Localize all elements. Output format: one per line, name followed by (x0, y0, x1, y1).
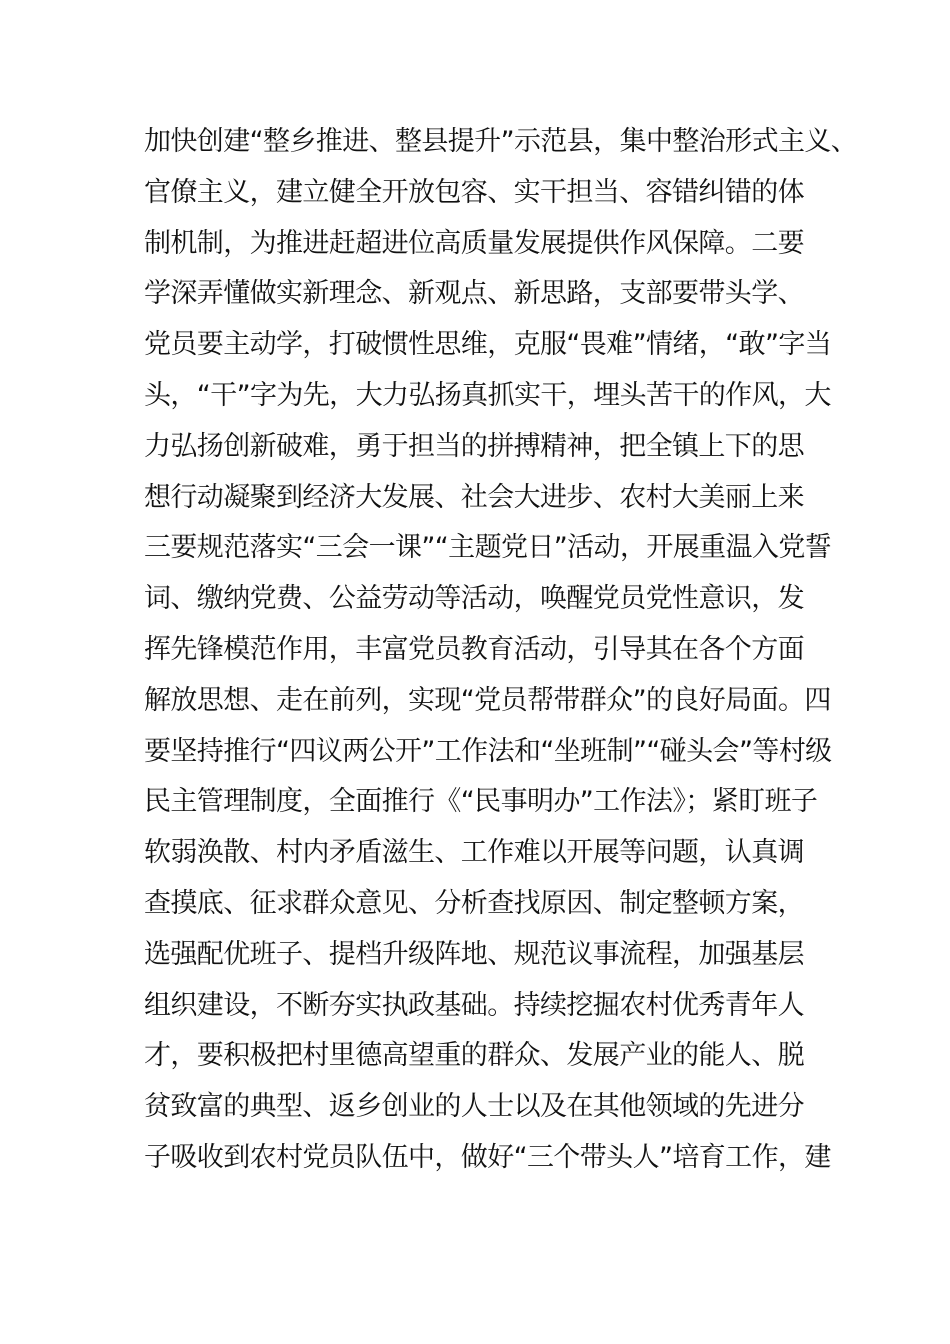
text-line: 民主管理制度，全面推行《“民事明办”工作法》；紧盯班子 (144, 786, 818, 818)
text-line: 子吸收到农村党员队伍中，做好“三个带头人”培育工作，建 (144, 1141, 831, 1173)
text-line: 三要规范落实“三会一课”“主题党日”活动，开展重温入党誓 (144, 532, 832, 564)
text-line: 力弘扬创新破难，勇于担当的拼搏精神，把全镇上下的思 (144, 430, 804, 462)
text-line: 查摸底、征求群众意见、分析查找原因、制定整顿方案， (144, 887, 804, 919)
text-line: 组织建设，不断夯实执政基础。持续挖掘农村优秀青年人 (144, 989, 804, 1021)
text-line: 想行动凝聚到经济大发展、社会大进步、农村大美丽上来 (144, 481, 804, 513)
body-paragraph (144, 117, 858, 1184)
text-line: 学深弄懂做实新理念、新观点、新思路，支部要带头学、 (144, 278, 804, 310)
text-line: 软弱涣散、村内矛盾滋生、工作难以开展等问题，认真调 (144, 837, 804, 869)
text-line: 要坚持推行“四议两公开”工作法和“坐班制”“碰头会”等村级 (144, 735, 832, 767)
text-line: 解放思想、走在前列，实现“党员帮带群众”的良好局面。四 (144, 684, 831, 716)
text-line: 头，“干”字为先，大力弘扬真抓实干，埋头苦干的作风，大 (144, 379, 831, 411)
text-line: 挥先锋模范作用，丰富党员教育活动，引导其在各个方面 (144, 633, 804, 665)
text-line: 选强配优班子、提档升级阵地、规范议事流程，加强基层 (144, 938, 804, 970)
text-line: 加快创建“整乡推进、整县提升”示范县，集中整治形式主义、 (144, 126, 858, 157)
text-line: 制机制，为推进赶超进位高质量发展提供作风保障。二要 (144, 227, 804, 259)
text-line: 官僚主义，建立健全开放包容、实干担当、容错纠错的体 (144, 176, 804, 208)
text-line: 党员要主动学，打破惯性思维，克服“畏难”情绪，“敢”字当 (144, 329, 832, 361)
text-line: 词、缴纳党费、公益劳动等活动，唤醒党员党性意识，发 (144, 583, 804, 615)
text-line: 才，要积极把村里德高望重的群众、发展产业的能人、脱 (144, 1040, 804, 1072)
text-line: 贫致富的典型、返乡创业的人士以及在其他领域的先进分 (144, 1091, 804, 1123)
